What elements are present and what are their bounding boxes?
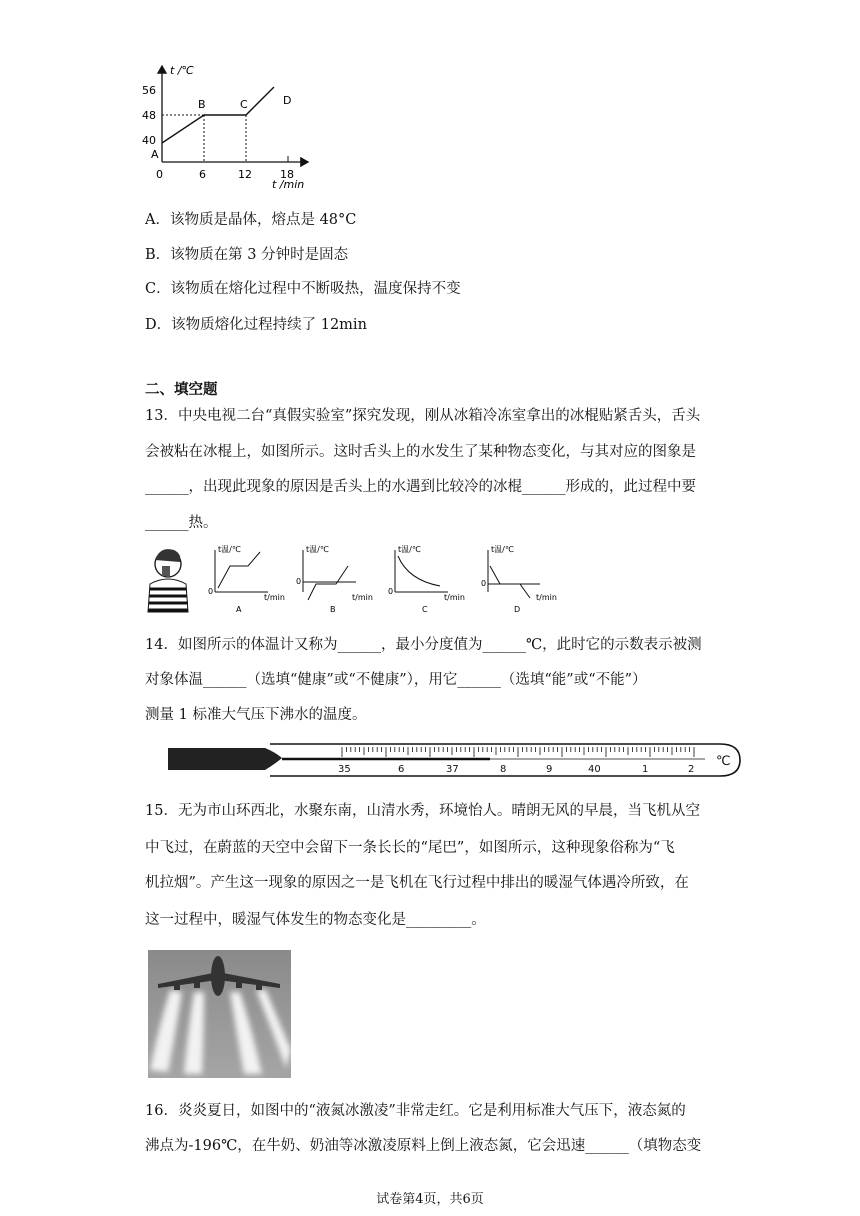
- svg-text:D: D: [514, 605, 521, 614]
- svg-text:C: C: [422, 605, 428, 614]
- svg-text:t/min: t/min: [444, 593, 465, 602]
- q13-graph-a: [208, 545, 285, 614]
- y-tick-56: 56: [142, 84, 156, 97]
- q12-temperature-time-graph: [140, 58, 320, 198]
- scale-label-38: 8: [500, 764, 507, 775]
- q13-graph-c: [388, 545, 465, 614]
- svg-text:A: A: [236, 605, 242, 614]
- point-label-b: B: [198, 98, 206, 111]
- q13-figure: [140, 544, 580, 616]
- scale-label-40: 40: [588, 764, 601, 775]
- x-tick-18: 18: [280, 168, 294, 181]
- q13-graph-d: [481, 545, 557, 614]
- q12-option-b: B．该物质在第 3 分钟时是固态: [145, 247, 349, 263]
- x-tick-6: 6: [199, 168, 206, 181]
- svg-text:t温/℃: t温/℃: [306, 545, 329, 554]
- svg-text:0: 0: [388, 587, 394, 596]
- q13-line-4: ______热。: [145, 515, 218, 531]
- scale-label-39: 9: [546, 764, 553, 775]
- svg-text:t温/℃: t温/℃: [398, 545, 421, 554]
- svg-text:B: B: [330, 605, 336, 614]
- y-axis-label: t /℃: [170, 64, 194, 77]
- q15-line-2: 中飞过，在蔚蓝的天空中会留下一条长长的“尾巴”，如图所示，这种现象俗称为“飞: [145, 840, 675, 856]
- q13-graph-b: [296, 545, 373, 614]
- svg-text:0: 0: [208, 587, 214, 596]
- q14-line-2: 对象体温______（选填“健康”或“不健康”），用它______（选填“能”或“不能”）: [145, 672, 647, 688]
- svg-text:t温/℃: t温/℃: [491, 545, 514, 554]
- q13-line-1: 13．中央电视二台“真假实验室”探究发现，刚从冰箱冷冻室拿出的冰棍贴紧舌头，舌头: [145, 408, 701, 424]
- q16-line-1: 16．炎炎夏日，如图中的“液氮冰激凌”非常走红。它是利用标准大气压下，液态氮的: [145, 1103, 686, 1119]
- svg-text:t/min: t/min: [264, 593, 285, 602]
- scale-label-42: 2: [688, 764, 695, 775]
- point-label-d: D: [283, 94, 292, 107]
- x-tick-0: 0: [156, 168, 163, 181]
- y-tick-48: 48: [142, 109, 156, 122]
- scale-label-35: 35: [338, 764, 351, 775]
- svg-text:t/min: t/min: [536, 593, 557, 602]
- svg-text:0: 0: [481, 579, 487, 588]
- q13-line-2: 会被粘在冰棍上，如图所示。这时舌头上的水发生了某种物态变化，与其对应的图象是: [145, 444, 696, 460]
- q16-line-2: 沸点为-196℃，在牛奶、奶油等冰激凌原料上倒上液态氮，它会迅速______（填物态变: [145, 1138, 702, 1154]
- scale-unit: ℃: [716, 754, 731, 769]
- y-tick-40: 40: [142, 134, 156, 147]
- x-tick-12: 12: [238, 168, 252, 181]
- clinical-thermometer-illustration: [160, 738, 750, 782]
- person-licking-popsicle-illustration: [148, 549, 188, 612]
- airplane-contrail-photo: [148, 950, 291, 1078]
- q14-line-1: 14．如图所示的体温计又称为______，最小分度值为______℃，此时它的示数表示被测: [145, 637, 702, 653]
- section-title: 二、填空题: [145, 381, 218, 398]
- q15-line-3: 机拉烟”。产生这一现象的原因之一是飞机在飞行过程中排出的暖湿气体遇冷所致，在: [145, 875, 689, 891]
- x-axis-label: t /min: [272, 178, 305, 191]
- q15-line-4: 这一过程中，暖湿气体发生的物态变化是_________。: [145, 912, 486, 928]
- scale-label-37: 37: [446, 764, 459, 775]
- q15-line-1: 15．无为市山环西北，水聚东南，山清水秀，环境怡人。晴朗无风的早晨，当飞机从空: [145, 803, 700, 819]
- q14-line-3: 测量 1 标准大气压下沸水的温度。: [145, 707, 367, 723]
- q12-option-d: D．该物质熔化过程持续了 12min: [145, 317, 367, 333]
- page-footer: 试卷第4页，共6页: [376, 1192, 484, 1207]
- point-label-a: A: [151, 148, 159, 161]
- scale-label-36: 6: [398, 764, 405, 775]
- q13-line-3: ______，出现此现象的原因是舌头上的水遇到比较冷的冰棍______形成的，此过程中要: [145, 479, 696, 495]
- svg-text:t温/℃: t温/℃: [218, 545, 241, 554]
- point-label-c: C: [240, 98, 248, 111]
- svg-text:0: 0: [296, 577, 302, 586]
- q12-option-c: C．该物质在熔化过程中不断吸热，温度保持不变: [145, 281, 461, 297]
- q12-option-a: A．该物质是晶体，熔点是 48°C: [145, 212, 357, 228]
- scale-label-41: 1: [642, 764, 649, 775]
- svg-text:t/min: t/min: [352, 593, 373, 602]
